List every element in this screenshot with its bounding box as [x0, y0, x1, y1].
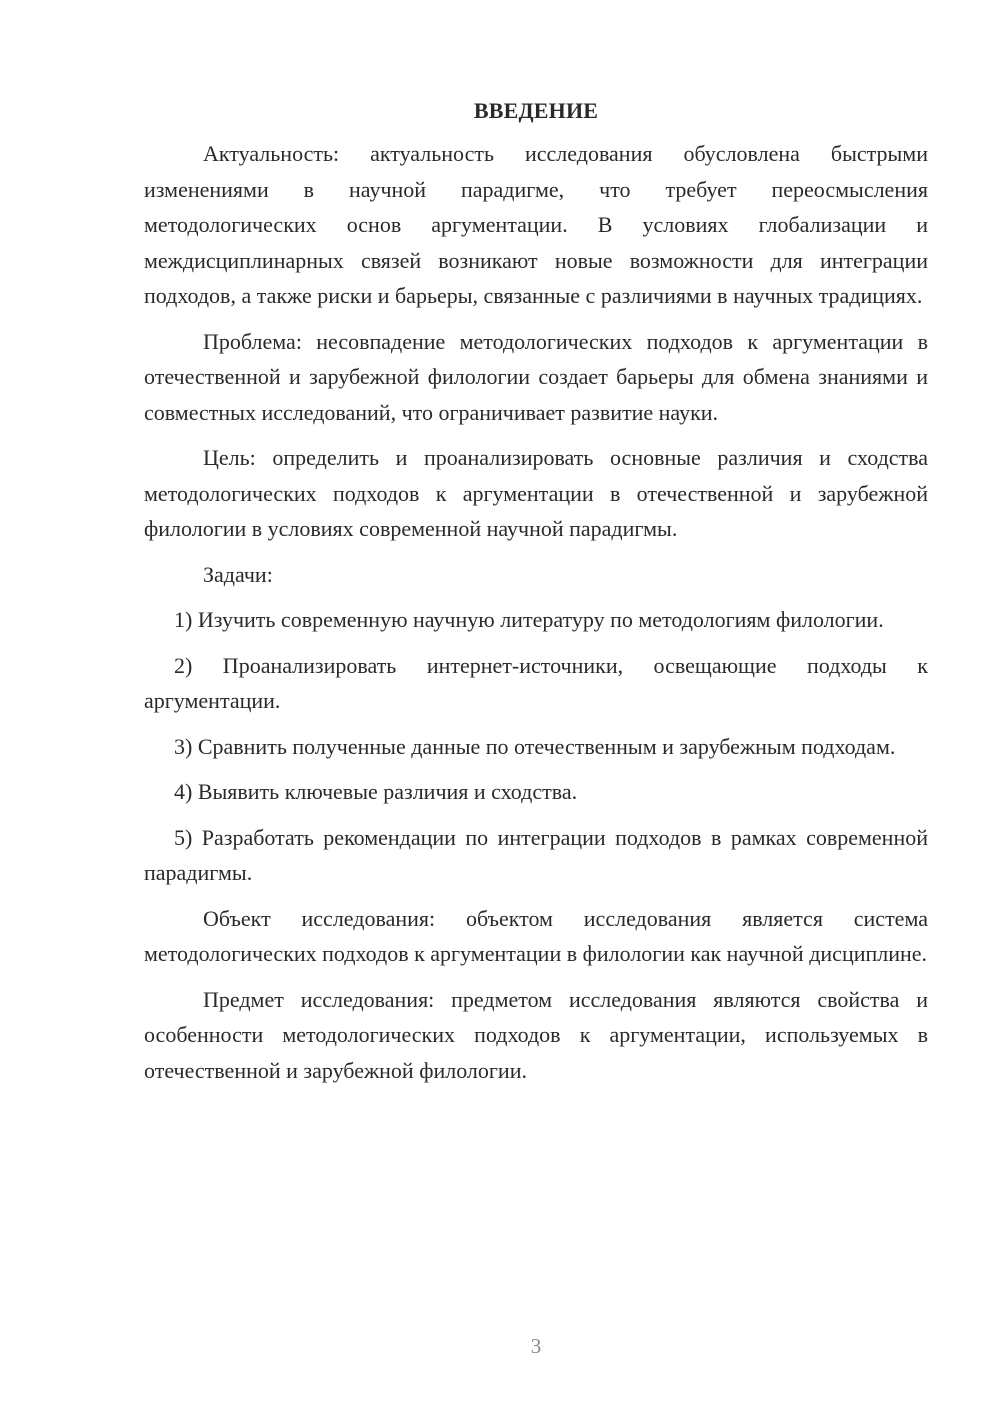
relevance-paragraph: Актуальность: актуальность исследования обусловлена быстрыми изменениями в научной парадигме, что требует переосмысления методологических основ аргументации. В условиях глобализации и междисциплинарных связей возникают новые возможности для интеграции подходов, а также риски и барьеры, связанные с различиями в научных традициях. — [144, 141, 928, 308]
object-paragraph: Объект исследования: объектом исследования является система методологических подходов к аргументации в филологии как научной дисциплине. — [144, 905, 928, 966]
section-title: ВВЕДЕНИЕ — [473, 98, 599, 123]
problem-paragraph: Проблема: несовпадение методологических подходов к аргументации в отечественной и зарубежной филологии создает барьеры для обмена знаниями и совместных исследований, что ограничивает развитие науки. — [144, 328, 928, 425]
task-item-5: 5) Разработать рекомендации по интеграции подходов в рамках современной парадигмы. — [144, 824, 928, 885]
task-item-1: 1) Изучить современную научную литературу по методологиям филологии. — [174, 607, 884, 632]
goal-paragraph: Цель: определить и проанализировать основные различия и сходства методологических подходов к аргументации в отечественной и зарубежной филологии в условиях современной научной парадигмы. — [144, 445, 928, 541]
page-number: 3 — [530, 1334, 542, 1358]
page-content — [144, 96, 928, 1098]
task-item-3: 3) Сравнить полученные данные по отечественным и зарубежным подходам. — [174, 733, 896, 759]
tasks-heading: Задачи: — [203, 561, 273, 587]
task-item-4: 4) Выявить ключевые различия и сходства. — [174, 779, 578, 804]
task-item-2: 2) Проанализировать интернет-источники, освещающие подходы к аргументации. — [144, 652, 928, 713]
subject-paragraph: Предмет исследования: предметом исследования являются свойства и особенности методологических подходов к аргументации, используемых в отечественной и зарубежной филологии. — [144, 986, 928, 1083]
